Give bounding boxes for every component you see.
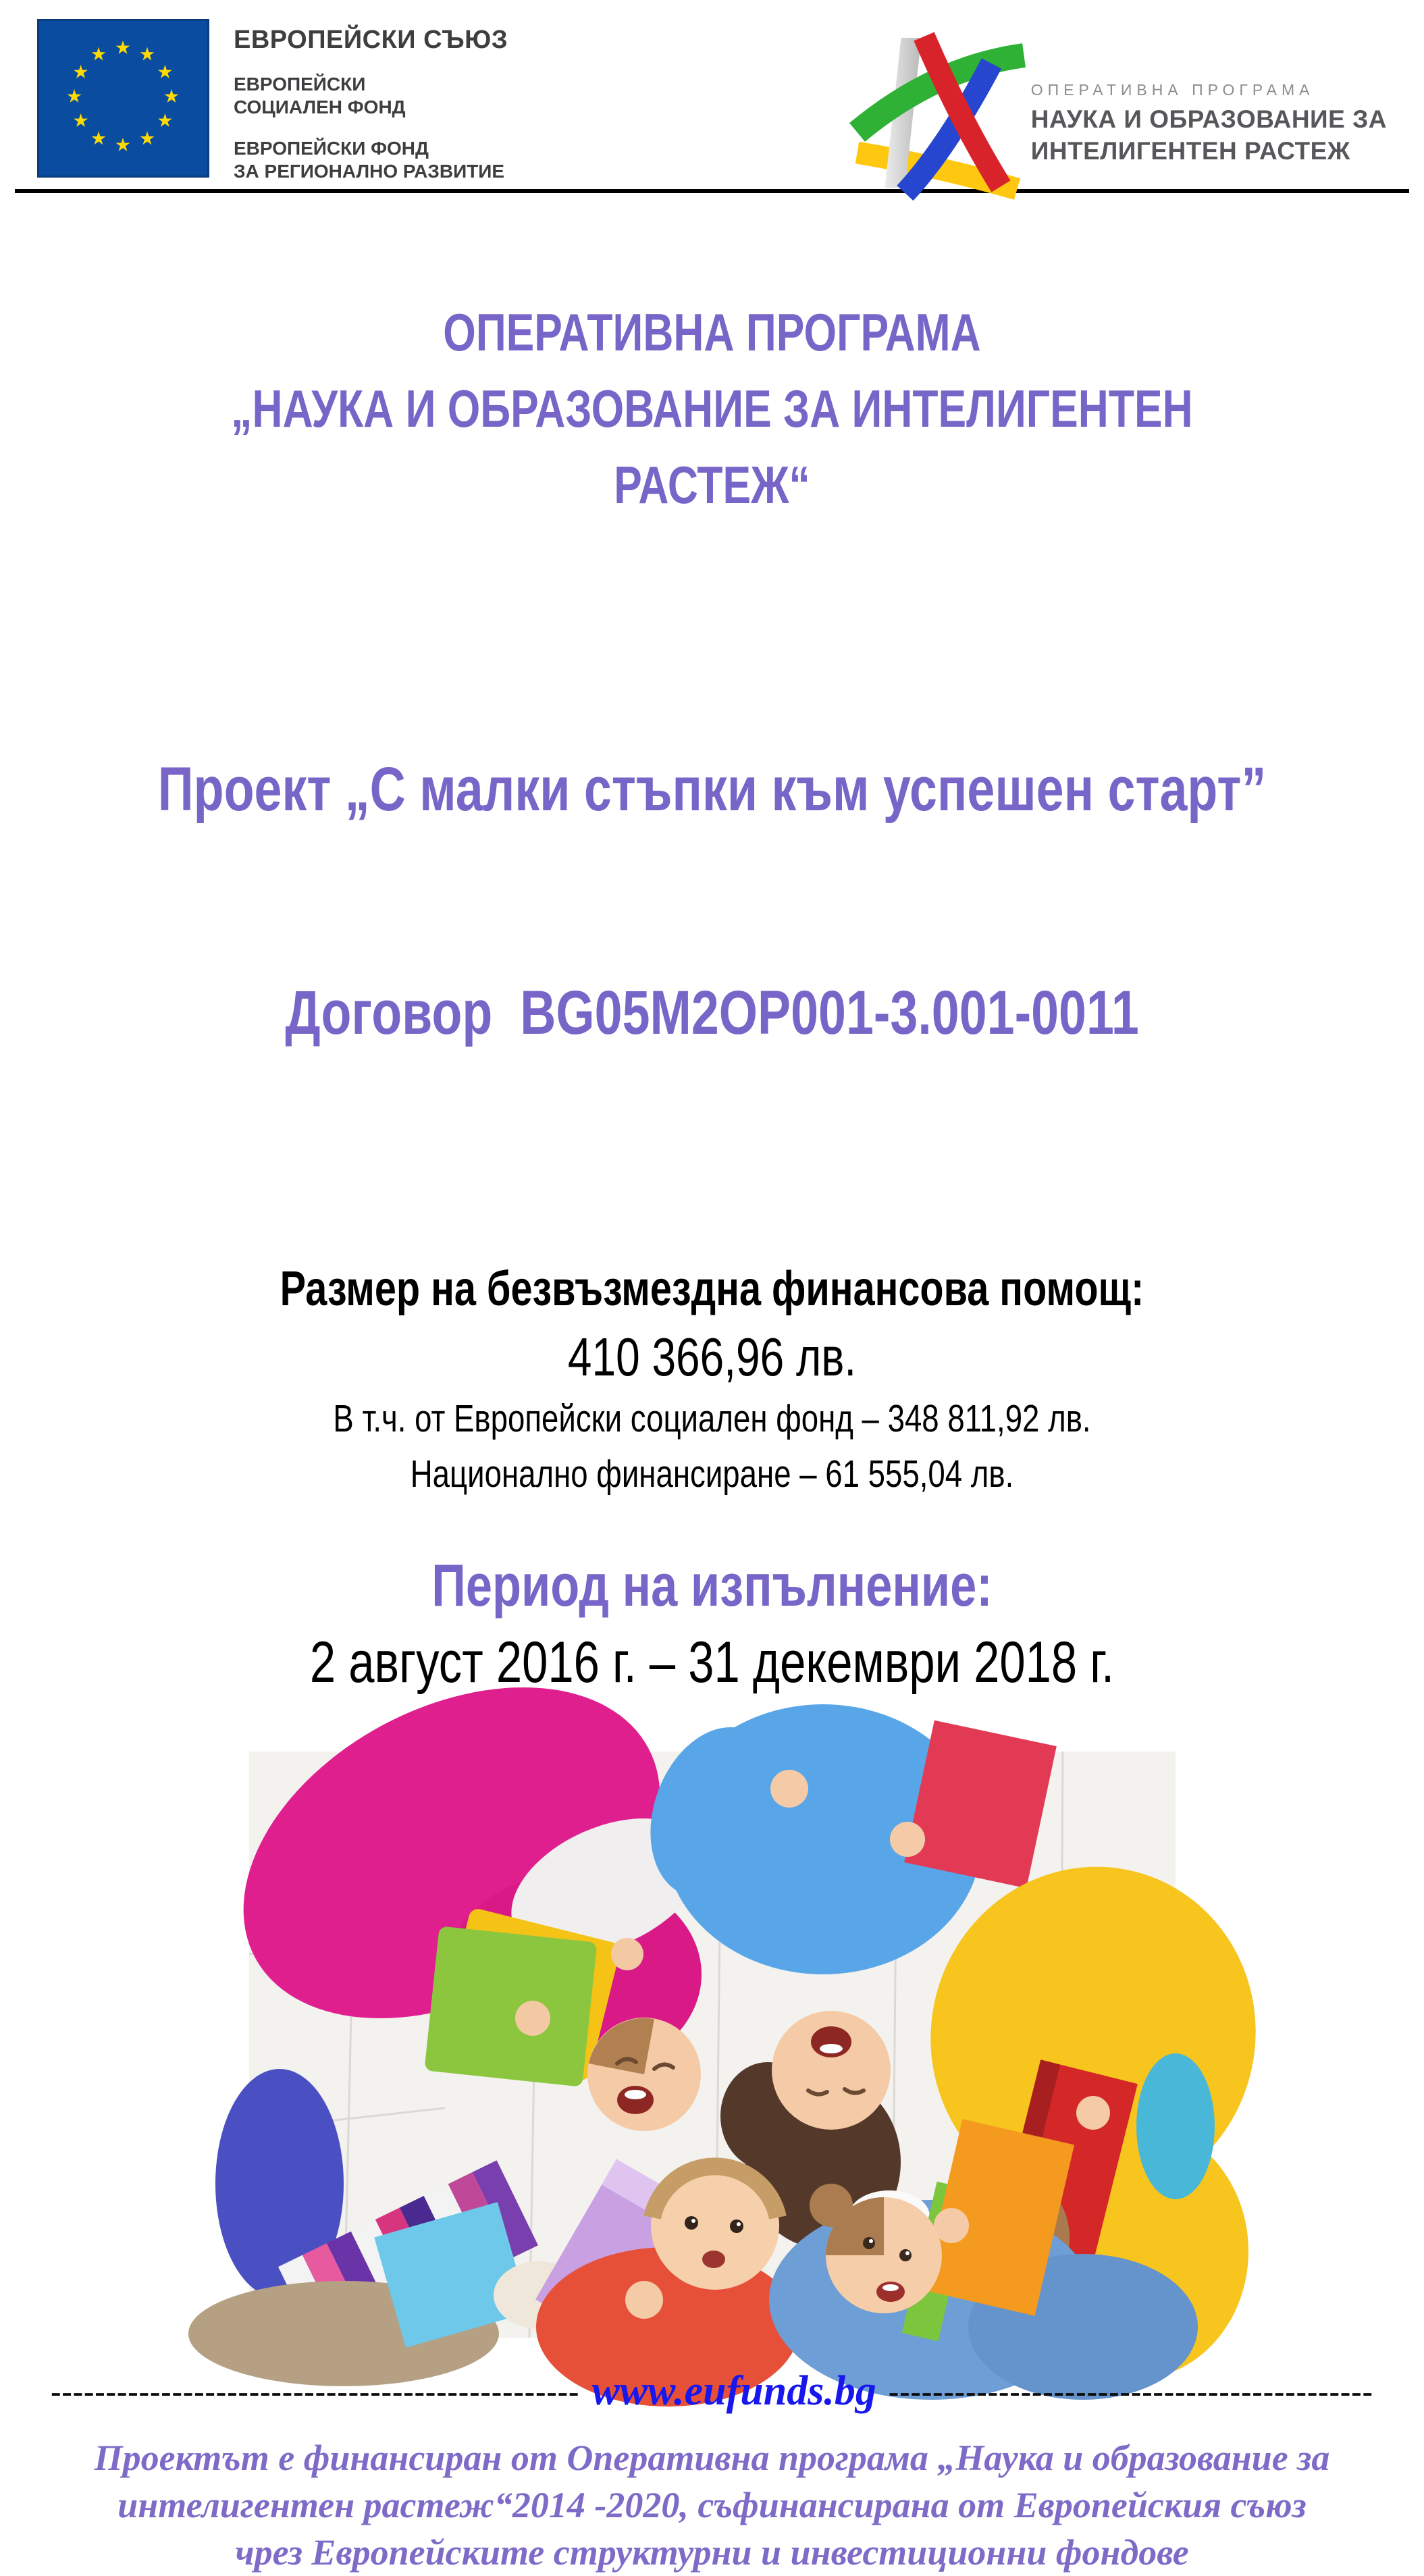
- funding-note-line1: Проектът е финансиран от Оперативна програма „Наука и образование за: [94, 2437, 1330, 2478]
- header: [0, 0, 1424, 182]
- esf-label: ЕВРОПЕЙСКИ СОЦИАЛЕН ФОНД: [234, 74, 406, 118]
- poster-body: [0, 294, 1424, 2338]
- eu-logo-text: [234, 19, 508, 184]
- op-logo-block: [859, 19, 1387, 192]
- funding-note-line2: интелигентен растеж“2014 -2020, съфинансирана от Европейския съюз: [117, 2484, 1307, 2525]
- grant-heading: Размер на безвъзмездна финансова помощ:: [280, 1262, 1144, 1317]
- project-title: [142, 603, 1282, 1199]
- program-title-line2: „НАУКА И ОБРАЗОВАНИЕ ЗА ИНТЕЛИГЕНТЕН РАСТЕЖ“: [231, 379, 1193, 515]
- project-name: Проект „С малки стъпки към успешен старт”: [157, 755, 1267, 824]
- op-logo-text: [1031, 81, 1387, 167]
- footer-link-row: [0, 2367, 1424, 2415]
- period-heading: Период на изпълнение:: [431, 1551, 993, 1619]
- grant-detail-esf: В т.ч. от Европейски социален фонд – 348 811,92 лв.: [333, 1397, 1091, 1441]
- eu-union-label: ЕВРОПЕЙСКИ СЪЮЗ: [234, 26, 508, 54]
- program-title-line1: ОПЕРАТИВНА ПРОГРАМА: [443, 303, 981, 362]
- dashes-left: ------------------------------------------------: [51, 2373, 580, 2409]
- period-value: 2 август 2016 г. – 31 декември 2018 г.: [309, 1629, 1115, 1695]
- erdf-label: ЕВРОПЕЙСКИ ФОНД ЗА РЕГИОНАЛНО РАЗВИТИЕ: [234, 138, 505, 182]
- grant-detail-national: Национално финансиране – 61 555,04 лв.: [410, 1452, 1014, 1496]
- eu-logo-block: [37, 19, 508, 184]
- op-name-line1: НАУКА И ОБРАЗОВАНИЕ ЗА: [1030, 105, 1387, 133]
- funding-note-line3: чрез Европейските структурни и инвестиционни фондове: [235, 2532, 1189, 2573]
- eu-flag-icon: [37, 19, 209, 178]
- op-kicker-label: ОПЕРАТИВНА ПРОГРАМА: [1030, 81, 1315, 99]
- eufunds-link[interactable]: www.eufunds.bg: [591, 2367, 876, 2414]
- funding-note: [0, 2434, 1424, 2576]
- grant-amount: 410 366,96 лв.: [567, 1327, 857, 1388]
- program-title: [142, 294, 1282, 523]
- project-contract-number: Договор BG05M2OP001-3.001-0011: [285, 978, 1139, 1048]
- op-name-line2: ИНТЕЛИГЕНТЕН РАСТЕЖ: [1030, 136, 1350, 165]
- children-photo: [249, 1752, 1176, 2338]
- dashes-right: --------------------------------------------: [888, 2373, 1373, 2409]
- op-ribbons-icon: [859, 23, 1024, 192]
